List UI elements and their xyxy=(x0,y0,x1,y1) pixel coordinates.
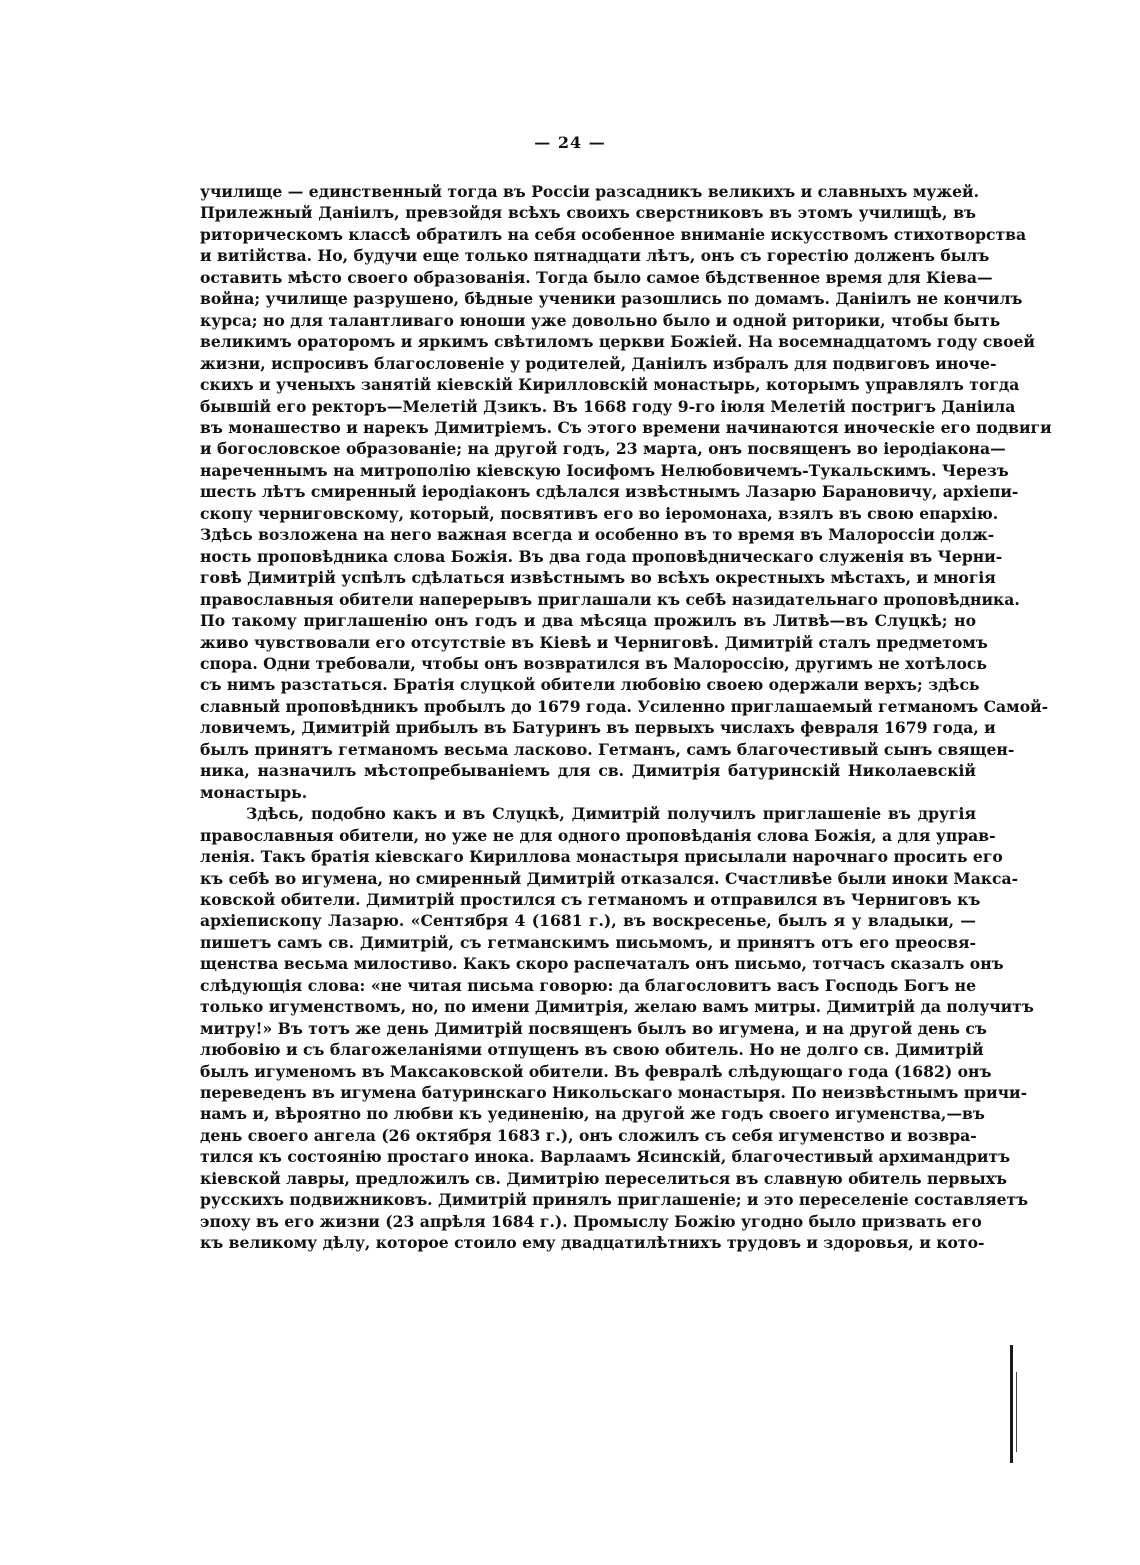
text-line: и богословское образованіе; на другой годъ, 23 марта, онъ посвященъ во іеродіакона— xyxy=(200,439,1006,459)
text-line: только игуменствомъ, но, по имени Димитрія, желаю вамъ митры. Димитрій да получитъ xyxy=(200,997,1034,1017)
text-line: тился къ состоянію простаго инока. Варлаамъ Ясинскій, благочестивый архимандритъ xyxy=(200,1147,1011,1167)
text-line: кіевской лавры, предложилъ св. Димитрію переселиться въ славную обитель первыхъ xyxy=(200,1168,1007,1188)
text-line: война; училище разрушено, бѣдные ученики разошлись по домамъ. Даніилъ не кончилъ xyxy=(200,289,1023,309)
text-line: славный проповѣдникъ пробылъ до 1679 года. Усиленно приглашаемый гетманомъ Самой- xyxy=(200,696,1049,716)
text-line: монастырь. xyxy=(200,782,308,802)
text-line: Здѣсь, подобно какъ и въ Слуцкѣ, Димитрій получилъ приглашеніе въ другія xyxy=(246,804,976,824)
text-line: русскихъ подвижниковъ. Димитрій принялъ приглашеніе; и это переселеніе составляетъ xyxy=(200,1190,1029,1210)
text-line: въ монашество и нарекъ Димитріемъ. Съ этого времени начинаются иноческіе его подвиги xyxy=(200,417,1052,437)
text-line: ковской обители. Димитрій простился съ гетманомъ и отправился въ Черниговъ къ xyxy=(200,889,981,909)
text-line: скихъ и ученыхъ занятій кіевскій Кирилловскій монастырь, которымъ управлялъ тогда xyxy=(200,375,1020,395)
text-line: былъ принятъ гетманомъ весьма ласково. Гетманъ, самъ благочестивый сынъ священ- xyxy=(200,739,1015,759)
text-line: ность проповѣдника слова Божія. Въ два года проповѣдническаго служенія въ Черни- xyxy=(200,546,1003,566)
text-line: ника, назначилъ мѣстопребываніемъ для св. Димитрія батуринскій Николаевскій xyxy=(200,761,976,781)
text-line: къ великому дѣлу, которое стоило ему двадцатилѣтнихъ трудовъ и здоровья, и кото- xyxy=(200,1233,985,1253)
text-line: и витійства. Но, будучи еще только пятнадцати лѣтъ, онъ съ горестію долженъ былъ xyxy=(200,246,990,266)
text-line: скопу черниговскому, который, посвятивъ его во іеромонаха, взялъ въ свою епархію. xyxy=(200,503,999,523)
text-line: любовію и съ благожеланіями отпущенъ въ свою обитель. Но не долго св. Димитрій xyxy=(200,1040,984,1060)
text-line: Здѣсь возложена на него важная всегда и особенно въ то время въ Малороссіи долж- xyxy=(200,525,995,545)
text-line: православныя обители наперерывъ приглашали къ себѣ назидательнаго проповѣдника. xyxy=(200,589,1020,609)
text-line: говѣ Димитрій успѣлъ сдѣлаться извѣстнымъ во всѣхъ окрестныхъ мѣстахъ, и многія xyxy=(200,568,996,588)
text-line: великимъ ораторомъ и яркимъ свѣтиломъ церкви Божіей. На восемнадцатомъ году своей xyxy=(200,332,1035,352)
text-line: щенства весьма милостиво. Какъ скоро распечаталъ онъ письмо, тотчасъ сказалъ онъ xyxy=(200,954,1004,974)
text-line: пишетъ самъ св. Димитрій, съ гетманскимъ письмомъ, и принятъ отъ его преосвя- xyxy=(200,932,976,952)
text-line: православныя обители, но уже не для одного проповѣданія слова Божія, а для управ- xyxy=(200,825,996,845)
paragraph-2 xyxy=(200,803,1034,1254)
text-line: митру!» Въ тотъ же день Димитрій посвященъ былъ во игумена, и на другой день съ xyxy=(200,1018,987,1038)
text-line: училище — единственный тогда въ Россіи разсадникъ великихъ и славныхъ мужей. xyxy=(200,182,979,201)
text-line: курса; но для талантливаго юноши уже довольно было и одной риторики, чтобы быть xyxy=(200,310,1001,330)
text-line: переведенъ въ игумена батуринскаго Никольскаго монастыря. По неизвѣстнымъ причи- xyxy=(200,1083,1028,1103)
text-line: По такому приглашенію онъ годъ и два мѣсяца прожилъ въ Литвѣ—въ Слуцкѣ; но xyxy=(200,611,976,631)
text-line: ловичемъ, Димитрій прибылъ въ Батуринъ въ первыхъ числахъ февраля 1679 года, и xyxy=(200,718,996,738)
text-line: оставить мѣсто своего образованія. Тогда было самое бѣдственное время для Кіева— xyxy=(200,267,993,287)
text-line: жизни, испросивъ благословеніе у родителей, Даніилъ избралъ для подвиговъ иноче- xyxy=(200,353,997,373)
body-text xyxy=(200,181,1052,1254)
margin-mark-thin xyxy=(1016,1372,1017,1452)
text-line: бывшій его ректоръ—Мелетій Дзикъ. Въ 1668 году 9-го іюля Мелетій постригъ Даніила xyxy=(200,396,1016,416)
text-line: съ нимъ разстаться. Братія слуцкой обители любовію своею одержали верхъ; здѣсь xyxy=(200,675,980,695)
text-line: нареченнымъ на митрополію кіевскую Іосифомъ Нелюбовичемъ-Тукальскимъ. Черезъ xyxy=(200,460,1009,480)
text-line: Прилежный Даніилъ, превзойдя всѣхъ своихъ сверстниковъ въ этомъ училищѣ, въ xyxy=(200,203,976,223)
text-line: спора. Одни требовали, чтобы онъ возвратился въ Малороссію, другимъ не хотѣлось xyxy=(200,653,987,673)
text-line: намъ и, вѣроятно по любви къ уединенію, на другой же годъ своего игуменства,—въ xyxy=(200,1104,985,1124)
text-line: слѣдующія слова: «не читая письма говорю: да благословитъ васъ Господь Богъ не xyxy=(200,975,976,995)
text-line: эпоху въ его жизни (23 апрѣля 1684 г.). Промыслу Божію угодно было призвать его xyxy=(200,1211,982,1231)
text-line: день своего ангела (26 октября 1683 г.), онъ сложилъ съ себя игуменство и возвра- xyxy=(200,1125,977,1145)
text-line: архіепископу Лазарю. «Сентября 4 (1681 г.), въ воскресенье, былъ я у владыки, — xyxy=(200,911,976,931)
text-line: къ себѣ во игумена, но смиренный Димитрій отказался. Счастливѣе были иноки Макса- xyxy=(200,868,1019,888)
text-line: живо чувствовали его отсутствіе въ Кіевѣ и Черниговѣ. Димитрій сталъ предметомъ xyxy=(200,632,988,652)
text-line: ленія. Такъ братія кіевскаго Кириллова монастыря присылали нарочнаго просить его xyxy=(200,847,1003,867)
margin-mark xyxy=(1010,1345,1013,1463)
text-line: риторическомъ классѣ обратилъ на себя особенное вниманіе искусствомъ стихотворства xyxy=(200,224,1027,244)
paragraph-1 xyxy=(200,181,1052,803)
page-number: — 24 — xyxy=(534,133,606,152)
text-line: шесть лѣтъ смиренный іеродіаконъ сдѣлался извѣстнымъ Лазарю Барановичу, архіепи- xyxy=(200,482,1019,502)
text-line: былъ игуменомъ въ Максаковской обители. Въ февралѣ слѣдующаго года (1682) онъ xyxy=(200,1061,992,1081)
